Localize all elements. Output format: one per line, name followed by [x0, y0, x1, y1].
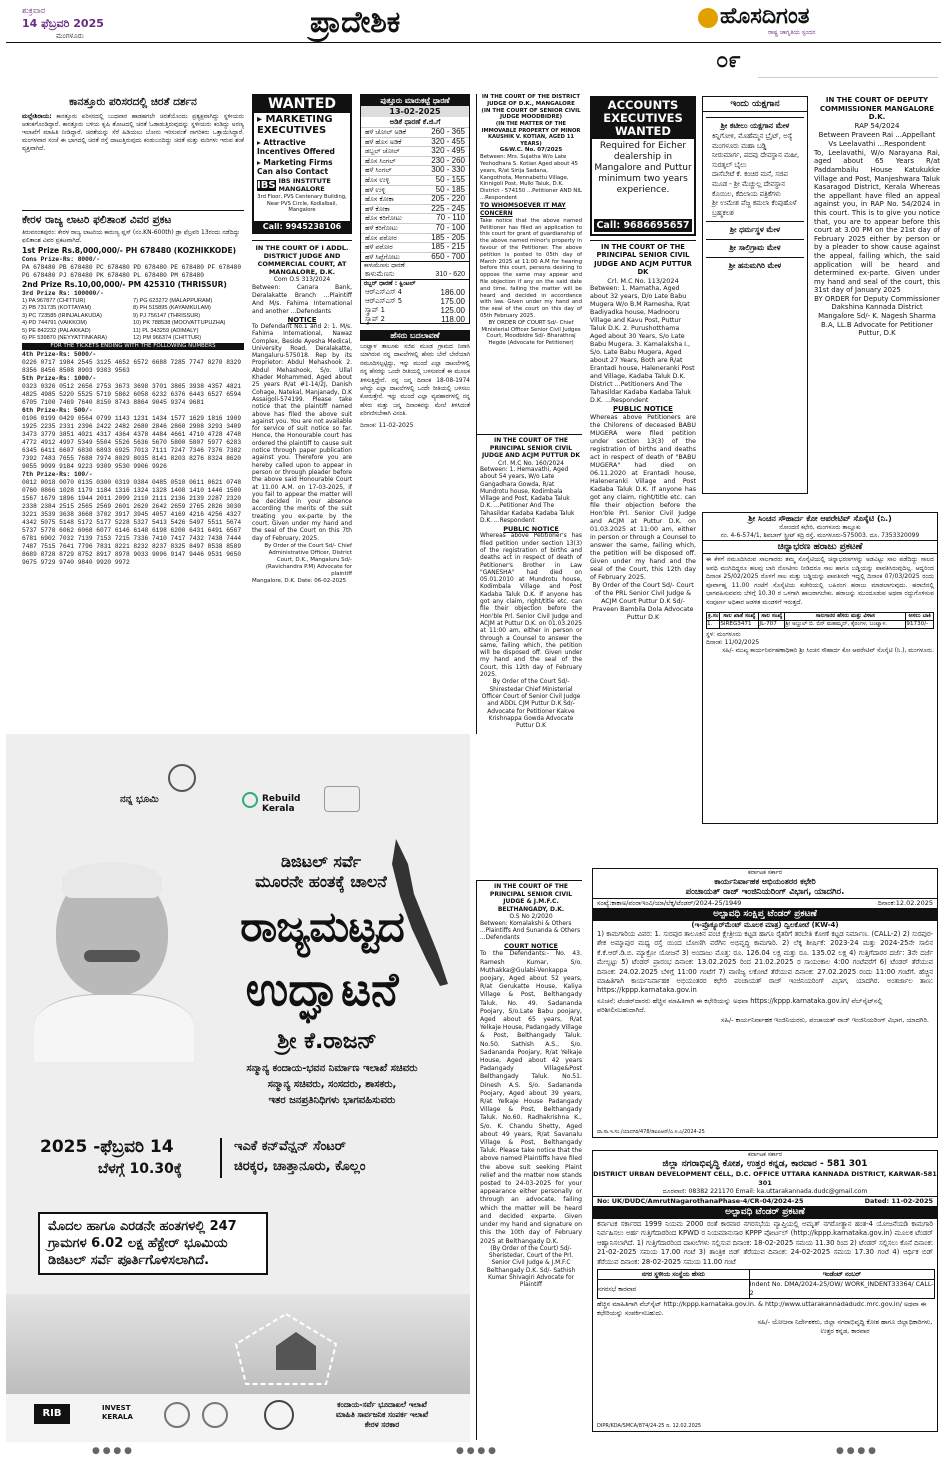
- tender-subheading: (ಇ-ಪ್ರೊಕ್ಯೂರ್‌ಮೆಂಟ್ ಮೂಲಕ ಮಾತ್ರ) ದ್ವಿಲಕೋಟೆ (KW-4): [691, 921, 839, 929]
- list-item: ಶ್ರೀ ಹನುಮಗಿರಿ ಮೇಳ: [706, 257, 804, 272]
- partner-seal-icon: [202, 1402, 228, 1428]
- print-register-marks: ● ● ● ●: [836, 1446, 876, 1456]
- rate-value: 185 - 215: [431, 242, 465, 252]
- list-item: 9) PJ 756147 (THRISSUR): [133, 312, 201, 319]
- notice-parties: Between: 1. Hemavathi, Aged about 54 years, W/o Late Gangadhara Gowda, R/at Mundrotu house, Kodimbala Village and Post, Kadaba Taluk D.K. ...Petitioner And The Tahasildar Kadaba Kadaba Taluk D.K. ...Respondent: [480, 467, 575, 525]
- rubber-heading: ರಬ್ಬರ್ ಧಾರಣೆ : ಕ್ವಿಂಟಲ್: [361, 279, 469, 288]
- event-time: ಬೆಳಗ್ಗೆ 10.30ಕ್ಕೆ: [98, 1161, 183, 1177]
- lottery-p7: 0012 0018 0070 0135 0300 0319 0384 0485 0510 0611 0621 0748 0760 0866 1028 1179 1184 1316 1324 1328 1408 1410 1446 1500 1567 1679 1896 1944 2011 2099 2110 2111 2136 2139 2287 2320 2338 2384 2515 2565 2569 2601 2620 2642 2659 2765 2826 3030 3221 3539 3638 3668 3702 3917 3945 4057 4169 4216 4256 4327 4342 5075 5148 5172 5177 5228 5327 5413 5426 5497 5511 5674 5737 5778 6062 6068 6077 6146 6148 6198 6200 6431 6491 6567 6781 6902 7032 7139 7153 7215 7336 7410 7417 7432 7438 7444 7487 7515 7641 7796 7831 8221 8232 8237 8325 8497 8538 8589 8689 8728 8729 8752 8917 8978 9033 9096 9147 9446 9531 9650 9675 9729 9740 9840 9920 9972: [22, 479, 242, 567]
- lottery-p5-title: 5th Prize-Rs: 1000/-: [22, 375, 97, 383]
- rate-value: 185 - 205: [431, 232, 465, 242]
- notice-puttur-mamatha: [590, 240, 696, 880]
- guests-line-2: ಇತರ ಜನಪ್ರತಿನಿಧಿಗಳು ಭಾಗವಹಿಸುವರು: [268, 1095, 396, 1106]
- auction-heading: ಚಿನ್ನಾಭರಣ ಹರಾಜು ಪ್ರಕಟಣೆ: [703, 540, 937, 554]
- tender-sign: ಸಹಿ/- ಯೋಜನಾ ನಿರ್ದೇಶಕರು, ಜಿಲ್ಲಾ ನಗರಾಭಿವೃದ್ಧಿ ಕೋಶ ಹಾಗೂ ಜಿಲ್ಲಾಧಿಕಾರಿಗಳು, ಉತ್ತರ ಕನ್ನಡ, ಕಾರವಾರ: [757, 1318, 933, 1336]
- rate-label: ಸ್ಕ್ರಾಪ್ 1: [365, 306, 385, 315]
- list-item: ಕಿನ್ನಿಗೋಳಿ, ಮೊಹೆಮ್ಮನ ಬ್ರೈಟ್, ಅಸ್ಯೆ ಮಂಗಳೂರು ಮಹಾ ಬಡ್ಡಿ: [712, 132, 793, 150]
- rate-label: ಹಳೆ ಹೊಸ ಅಡಿಕೆ: [365, 137, 402, 146]
- notice-case: Com O.S 313/2024: [273, 276, 331, 283]
- table-row: [361, 165, 469, 175]
- notice-body: To the Defendants:- No. 43. Ramesh Kumar, S/o. Muthakka@Gulabi-Venkappa poojary, Aged about 52 years, R/at Gerukatte House, Kaliya Village & Post, Belthangady Taluk. No. 49. Sadananda Poojary, S/o.Late Babu poojary, Aged about 65 years, R/at Yelkaje House, Padangady Village & Post, Belthangady Taluk. No.50. Sathish A.S., S/o. Sadananda Poojary, R/at Yelkaje House, Aged about 42 years Padangady Village&Post Belthangady Taluk. No.51. Dinesh A.S. S/o. Sadananda Poojary, Aged about 39 years, R/at Yelkaje House Padangady Village & Post, Belthangady Taluk. No.60. Radhakrishna K., S/o. K. Chandu Shetty, Aged about 49 years, R/at Savanalu Village & Post, Belthangady Taluk. Please take notice that the above named Plaintiffs have filed the above suit seeking Plaint relief and the matter now stands posted to 24-03-2025 for your appearance either personally or through an advocate, failing which the matter will be heard and decided exparte. Given under my hand and signature on this the 10th day of February 2025 at Belthangady D.K.: [480, 950, 582, 1245]
- table-row: [361, 175, 469, 185]
- lottery-p6: 0106 0199 0429 0564 0799 1143 1231 1434 1577 1629 1816 1909 1925 2235 2331 2396 2422 2482 2680 2846 2860 2908 3293 3409 3473 3779 3851 4021 4317 4364 4378 4484 4661 4710 4728 4748 4772 4912 4997 5349 5504 5526 5636 5670 5800 5807 5977 6283 6345 6411 6607 6830 6893 6925 7013 7111 7247 7346 7376 7382 7392 7483 7655 7688 7974 8029 8035 8141 8203 8276 8324 8620 9055 9099 9184 9223 9309 9530 9906 9926: [22, 415, 242, 471]
- header-date: 14 ಫೆಬ್ರವರಿ 2025: [22, 17, 104, 30]
- ad-heading: ACCOUNTS EXECUTIVES WANTED: [592, 98, 694, 139]
- lottery-intro: ತಿರುವನಂತಪುರಂ: ಕೇರಳ ರಾಜ್ಯ ಲಾಟರಿಯ ಕಾರುಣ್ಯ ಪ್ಲಸ್ (ನಂ.KN-600th) ಡ್ರಾ ಫೆಬ್ರವರಿ 13ರಂದು ನಡೆದಿದ್ದು ಫಲಿತಾಂಶ ವಿವರ ಪ್ರಕಟವಾಗಿದೆ.: [22, 229, 240, 244]
- tender-heading: ಅಲ್ಪಾವಧಿ ಸಂಕ್ಷಿಪ್ತ ಟೆಂಡರ್ ಪ್ರಕಟಣೆ: [593, 908, 937, 921]
- notice-parties: Between: Canara Bank, Deralakatte Branch ...Plaintiff And M/s. Fahima International and another ...Defendants: [252, 284, 352, 315]
- ad-address: 3rd Floor, PVS Centenary Building, Near PVS Circle, Kodialbail, Mangalore: [257, 194, 347, 213]
- auction-body: ಈ ಕೆಳಗೆ ನಮೂದಿಸಿರುವ ಸಾಲಗಾರರು ತಮ್ಮ ಸೊಸೈಟಿಯಲ್ಲಿ ಚಿನ್ನಾಭರಣಗಳನ್ನು ಅಡವಿಟ್ಟು ಸಾಲ ಪಡೆದಿದ್ದು ಸಾಲದ ಅವಧಿ ಮುಗಿದಿದ್ದರೂ ಹಲವು ಬಾರಿ ನೋಟೀಸು ನೀಡಿದರೂ ಸಾಲ ಹಾಗೂ ಬಡ್ಡಿಯನ್ನು ಪಾವತಿಸಿರುವುದಿಲ್ಲ. ಆದ್ದರಿಂದ ದಿನಾಂಕ 25/02/2025 ರೊಳಗೆ ಸಾಲ ಮತ್ತು ಬಡ್ಡಿಯನ್ನು ಪಾವತಿಸದೇ ಇದ್ದಲ್ಲಿ ದಿನಾಂಕ 07/03/2025 ರಂದು ಪೂರ್ವಾಹ್ನ 11.00 ಗಂಟೆಗೆ ಸೊಸೈಟಿಯ ಕಚೇರಿಯಲ್ಲಿ ಬಹಿರಂಗ ಹರಾಜು ಮಾಡಲಾಗುವುದು. ಹರಾಜಿನಲ್ಲಿ ಭಾಗವಹಿಸುವವರು ಬೆಳಿಗ್ಗೆ 10.30 ರ ಒಳಗಾಗಿ ಹಾಜರಾಗಬೇಕು. ಹರಾಜನ್ನು ಮುಂದೂಡುವ ಅಥವಾ ರದ್ದುಗೊಳಿಸುವ ಸಂಪೂರ್ಣ ಅಧಿಕಾರ ಆಡಳಿತ ಮಂಡಳಿಗೆ ಇರುತ್ತದೆ.: [706, 556, 934, 606]
- table-row: [361, 242, 469, 252]
- lottery-cons-title: Cons Prize-Rs: 8000/-: [22, 256, 100, 263]
- tender-body: ಕರ್ನಾಟಕ ಸರ್ಕಾರದ 1999 ನಿಯಮ 2000 ರಂತೆ ಕಾರವಾರ ನಗರಸಭೆಯ ವ್ಯಾಪ್ತಿಯಲ್ಲಿ ಅಮೃತ್ ನಗರೋತ್ಥಾನ ಹಂತ-4 ಯೋಜನೆಯಡಿ ಕಾಮಗಾರಿ ನಿರ್ವಹಿಸಲು ಅರ್ಹ ಗುತ್ತಿಗೆದಾರರಿಂದ KPWD ರ ನಿಯಮಾನುಸಾರ KPPP ಪೋರ್ಟಲ್ (http://kppp.karnataka.gov.in) ಮೂಲಕ ಟೆಂಡರ್ ಆಹ್ವಾನಿಸಲಾಗಿದೆ. 1) ಗುತ್ತಿಗೆದಾರರಿಂದ ದಾಖಲೆಗಳು ಸಲ್ಲಿಸುವ ದಿನಾಂಕ: 18-02-2025 ಸಮಯ 11.30 ರಿಂದ 2) ಟೆಂಡರ್ ಸಲ್ಲಿಸಲು ಕೊನೆ ದಿನಾಂಕ: 21-02-2025 ಸಮಯ 17.00 ಗಂಟೆ 3) ತಾಂತ್ರಿಕ ಬಿಡ್ ತೆರೆಯುವ ದಿನಾಂಕ: 24-02-2025 ಸಮಯ 17.30 ಗಂಟೆ 4) ಆರ್ಥಿಕ ಬಿಡ್ ತೆರೆಯುವ ದಿನಾಂಕ: 28-02-2025 ಸಮಯ 11.00 ಗಂಟೆ: [597, 1220, 933, 1266]
- portrait-shirt: [34, 994, 194, 1062]
- lottery-first: 1st Prize Rs.8,000,000/- PH 678480 (KOZHIKKODE): [22, 246, 237, 255]
- header-city: ಮಂಗಳೂರು: [56, 32, 84, 40]
- notice-court: IN THE COURT OF THE DISTRICT JUDGE OF D.K., MANGALORE: [481, 94, 581, 107]
- ibs-name: IBS INSTITUTE MANGALORE: [278, 177, 331, 193]
- lottery-p4: 0226 0717 1984 2545 3125 4652 6572 6688 7285 7747 8270 8329 8356 8456 8508 8903 9303 9563: [22, 359, 242, 375]
- section-title: ಪ್ರಾದೇಶಿಕ: [310, 5, 401, 40]
- notice-court: IN THE COURT OF DEPUTY COMMISSIONER MANGALORE D.K.: [819, 96, 935, 122]
- list-item: 10) PK 788538 (MOOVATTUPUZHA): [133, 320, 226, 327]
- rate-value: 186.00: [440, 288, 465, 298]
- notice-body: To, Leelavathi, W/o Narayana Rai, aged about 65 Years R/at Paddambailu House Katukukke Village and Post, Manjeshwara Taluk Kasaragod District, Kerala Whereas the appellant have filed an appeal against you, in RAP No. 54/2024 in this court. This is to give you notice that, you are to appear before this court at 3.00 PM on the 21st day of February 2025 either by person or by a pleader to show cause against the appeal, failing which, the said application will be heard and determined ex-parte. Given under my hand and seal of the court, this 31st day of January 2025: [814, 148, 940, 295]
- name-change-notice: [360, 330, 470, 720]
- news-body: ಕಾನತ್ತೂರು ಪರಿಸರದಲ್ಲಿ ಬುಧವಾರ ಹಾಡಹಗಲೇ ಚಿರತೆಯೊಂದು ಪ್ರತ್ಯಕ್ಷವಾಗಿದ್ದು ಸ್ಥಳೀಯರು ಆತಂಕಗೊಂಡಿದ್ದಾರೆ. ಕಾನತ್ತೂರು ಬಳಿಯ ಕೃಷಿ ತೋಟದಲ್ಲಿ ಚಿರತೆ ಓಡಾಡುತ್ತಿರುವುದನ್ನು ಸ್ಥಳೀಯರು ಕಂಡಿದ್ದು ಅರಣ್ಯ ಇಲಾಖೆಗೆ ಮಾಹಿತಿ ನೀಡಿದ್ದಾರೆ. ಚಿರತೆಯನ್ನು ಸೆರೆ ಹಿಡಿಯಲು ಬೋನು ಇರಿಸುವಂತೆ ನಾಗರಿಕರು ಒತ್ತಾಯಿಸಿದ್ದಾರೆ. ಮಂಗಳವಾರ ಸಂಜೆ ಈ ಭಾಗದಲ್ಲಿ ಚಿರತೆ ರಸ್ತೆ ದಾಟುತ್ತಿರುವುದು ಕಂಡುಬಂದಿದ್ದು ಚಿರತೆ ಮತ್ತು ಮರಿಗಳು ಇರುವ ಶಂಕೆ ವ್ಯಕ್ತವಾಗಿದೆ.: [22, 113, 244, 152]
- rate-value: 50 - 185: [435, 184, 465, 194]
- notice-belthangady: [476, 880, 582, 1440]
- notice-body: Whereas above Petitioners are the Chilorens of deceased BABU MUGERA were filed petition under section 13(3) of the registration of births and deaths act in respect of death of "BABU MUGERA" had died on 06.11.2020 at Erantadi house, Haleneranki Village and Post Kadaba Taluk D.K. If anyone has got any claim, right/title etc. can file their objection before the Hon'ble Prl. Senior Civil Judge and ACJM at Puttur D.K. on 01.03.2025 at 11:00 am, either in person or through a Counsel to answer the same, failing which, the petition will be disposed off. Given under my hand and the seal of the Court, this 12th day of February 2025.: [590, 413, 696, 581]
- table-row: [361, 146, 469, 156]
- list-item: 7) PG 623272 (MALAPPURAM): [133, 298, 213, 304]
- list-item: ದಾಸೆಬೇಟೆ ಕೆ. ಕಂಚಿರ ಮನೆ, ಸಜಿಪ ಮೂಡ - ಶ್ರೀ ಮೆಚ್ಚುಲ್ಲ ದೇವಸ್ಥಾನ: [712, 170, 788, 188]
- lottery-second: 2nd Prize Rs.10,00,000/- PM 425310 (THRISSUR): [22, 280, 227, 289]
- logo-rebuild-kerala: Rebuild Kerala: [262, 794, 301, 814]
- society-address: ನಂ. 4-6-574/1, ಶಿವಬಾಗ್ ಸ್ಟ್ರೀಟ್ ಕದ್ರಿ ರಸ್ತೆ, ಮಂಗಳೂರು-575003. ದೂ. 7353320099: [720, 532, 920, 539]
- auction-sign: ಸಹಿ/- ಮುಖ್ಯ ಕಾರ್ಯನಿರ್ವಹಣಾಧಿಕಾರಿ ಶ್ರೀ ಸಿಂಚನ ಸೌಹಾರ್ದ ಕೋ ಆಪರೇಟಿವ್ ಸೊಸೈಟಿ (ನಿ.), ಮಂಗಳೂರು.: [722, 646, 934, 654]
- list-item: 4) PD 744791 (VAIKKOM): [22, 320, 87, 327]
- notice-body: To Defendant No.1 and 2: 1. M/s. Fahima International, Nawaz Complex, Beside Ayesha Medical, University Road, Deralakatte, Mangaluru-575018. Rep by its Proprietor: Abdul Mehashook 2. Abdul Mehashook, S/o. Ullal Khader Mohammed, Aged about 25 years R/at #1-14/2J, Danish Cohage, Natekal, Manjanady, D.K Assaigoli-574199. Please take notice that the plaintiff named above has filed the above suit against you. You are not available for service of suit notice so far. Hence, the Honourable court has ordered the plaintiff to cause suit notice through paper publication against you. Therefore you are hereby called upon to appear in person or through pleader before the above said Honourable Court at 11.00 A.M. on 17-03-2025, if you fail to appear the matter will be decided in your absence according the merits of the suit treating you ex-parte by the court. Given under my hand and the seal of the Court on this 7th day of February, 2025.: [252, 324, 352, 542]
- table-row: ನಗರಸಭೆ ಕಾರವಾರ Indent No. DMA/2024-25/OW/ WORK_INDENT33364/ CALL-2: [598, 1281, 934, 1298]
- portrait-mustache: [84, 950, 140, 962]
- cocoa-heading: ಕಾಳುಮೆಣಸು ಧಾರಣೆ: [361, 261, 469, 270]
- table-row: [361, 204, 469, 214]
- tender-date: ದಿನಾಂಕ:12.02.2025: [877, 899, 933, 907]
- notice-case: O.S No 2/2020: [509, 913, 553, 920]
- rate-label: ಹಳೆ ಚೋಲ್ ಅಡಿಕೆ: [365, 128, 407, 136]
- rates-heading: ಪುತ್ತೂರು ಮಾರುಕಟ್ಟೆ ಧಾರಣೆ: [361, 95, 469, 106]
- notice-case: G&W.C. No. 07/2025: [499, 147, 563, 154]
- list-item: 3) PC 723585 (IRINJALAKUDA): [22, 312, 102, 319]
- rate-value: 260 - 365: [431, 127, 465, 136]
- event-location: ಚಿರಕ್ಕರ, ಚಾತ್ತಾನೂರು, ಕೊಲ್ಲಂ: [234, 1159, 366, 1174]
- rate-label: ಹೊಸ ಕೋಕಾ: [365, 195, 394, 204]
- house-survey-icon: [226, 1294, 366, 1394]
- rates-date: 13-02-2025: [361, 106, 469, 117]
- lottery-third-title: 3rd Prize Rs: 100000/-: [22, 290, 104, 297]
- tender-ref: ಸಂಖ್ಯೆ:ಕಾಕಾಅ/ಪಂರಾಇಂವಿ/ಯಾ/ಲೆಕ್ಕ/ಟೆಂಡರ್/2024-25/1949: [597, 899, 742, 907]
- list-item: ಶ್ರೀ ಉಮೇಶ ಪೆಜ್ಜ ಕಮಲಾ ಕೆಂಪುಹೊಳೆ ಬ್ರಹ್ಮಕಲಶ: [712, 199, 797, 217]
- society-office: ನೋಂದಣಿ ಕಛೇರಿ, ಮಂಗಳೂರು ತಾಲ್ಲೂಕು: [779, 524, 861, 531]
- rate-value: 118.00: [441, 315, 465, 325]
- tender-contact: ದೂರವಾಣಿ: 08382 221170 Email: ka.uttarakannada.dudc@gmail.com: [662, 1188, 868, 1195]
- lottery-p5: 0323 0326 0512 2656 2753 3673 3698 3701 3865 3938 4357 4821 4825 4985 5220 5525 5719 5862 6058 6232 6376 6443 6527 6594 6705 7100 7469 7640 8150 8743 8864 9045 9374 9681: [22, 383, 242, 407]
- auction-date: ದಿನಾಂಕ: 11/02/2025: [706, 638, 760, 646]
- rate-label: ಆರ್‌ಎಸ್‌ಎಸ್ 5: [365, 297, 403, 306]
- ad-headline-1: ಡಿಜಿಟಲ್ ಸರ್ವೆ: [280, 852, 362, 871]
- tender-footer: ವಾ.ಸಾ.ಇ.ಸಂ./ಯಾದಗಿರಿ/478/ಡಿಐಪಿಆರ್/ಎ.ಸಿ.ಎ/2024-25: [597, 1129, 705, 1135]
- list-item: 2) PB 731735 (KOTTAYAM): [22, 305, 92, 312]
- ad-phone: Call: 9686695657: [594, 219, 692, 232]
- rate-value: 70 - 100: [435, 222, 465, 232]
- list-item: ಶ್ರೀ ಧರ್ಮಸ್ಥಳ ಮೇಳ: [706, 221, 804, 236]
- rate-label: ಹೊಸ ಕರಿಗೋಟು: [365, 214, 402, 223]
- notice-subtitle: COURT NOTICE: [503, 942, 558, 951]
- rate-label: ಹಳೆ ಪಠೋರ: [365, 243, 393, 252]
- notice-parties: Between Praveen Rai ...Appellant Vs Leelavathi ...Respondent: [818, 130, 936, 148]
- page-number: ೦೯: [716, 48, 741, 73]
- rate-label: ಹೊಸ ಉಳ್ಳಿ: [365, 175, 390, 184]
- sun-logo-icon: [698, 8, 718, 28]
- print-register-marks: ● ● ● ●: [456, 1446, 496, 1456]
- partner-seal-icon: [164, 1402, 190, 1428]
- table-row: 1. SIREG3471 JL-707 ಶ್ರೀ ಅಬ್ದುಲ್ ಬಿ. ಬಿನ್ ಮಹಮ್ಮದ್, ಕೈರಂಗಳ, ಬಂಟ್ವಾಳ. 91730/-: [707, 620, 934, 628]
- ad-body: Required for Eicher dealership in Mangalore and Puttur minimum two years experience.: [594, 141, 692, 195]
- table-row: [361, 194, 469, 204]
- achievement-box: ಮೊದಲ ಹಾಗೂ ಎರಡನೇ ಹಂತಗಳಲ್ಲಿ 247 ಗ್ರಾಮಗಳ 6.02 ಲಕ್ಷ ಹೆಕ್ಟೇರ್ ಭೂಮಿಯ ಡಿಜಿಟಲ್ ಸರ್ವೆ ಪೂರ್ತಿಗೊಳಿಸಲಾಗಿದೆ.: [38, 1212, 268, 1275]
- notice-court: IN THE COURT OF THE PRINCIPAL SENIOR CIVIL JUDGE & J.M.F.C. BELTHANGADY, D.K.: [489, 883, 573, 913]
- masthead: [698, 4, 928, 38]
- list-item: 1) PA 967877 (CHITTUR): [22, 298, 86, 304]
- tender-ref-row: [593, 1196, 937, 1206]
- ad-headline-2: ಮೂರನೇ ಹಂತಕ್ಕೆ ಚಾಲನೆ: [255, 872, 387, 891]
- ad-govt: ಕೇರಳ ಸರಕಾರ: [364, 1420, 400, 1429]
- rate-value: 50 - 155: [435, 174, 465, 184]
- masthead-tagline: ರಾಷ್ಟ್ರ ಜಾಗೃತಿಯ ಸ್ಪಂದನ: [768, 29, 816, 36]
- rates-subtitle: ಅಡಿಕೆ ಧಾರಣೆ ಕೆ.ಜಿ.ಗೆ: [389, 118, 441, 126]
- tender-gov: ಕರ್ನಾಟಕ ಸರ್ಕಾರ: [747, 1151, 783, 1158]
- kerala-govt-emblem-icon: [264, 1400, 294, 1430]
- notice-sign: BY ORDER OF COURT Sd/- Chief Ministerial Officer Senior Civil Judges Court, Moodbidre Sd/- Bharathraj Hegde (Advocate for Petitioner): [481, 319, 581, 347]
- rate-label: ಹಳೆ ಕರಿಗೋಟು: [365, 223, 398, 232]
- minister-role: ಸನ್ಮಾನ್ಯ ಕಂದಾಯ-ಭವನ ನಿರ್ಮಾಣ ಇಲಾಖೆ ಸಚಿವರು: [246, 1063, 418, 1074]
- list-item: 6) PF 539870 (NEYYATTINKARA): [22, 335, 107, 342]
- lottery-headline: ಕೇರಳ ರಾಜ್ಯ ಲಾಟರಿ ಫಲಿತಾಂಶ ವಿವರ ಪ್ರಕಟ: [22, 214, 172, 226]
- page-number-rule: [758, 50, 938, 78]
- tender-note: ಸೂಚನೆ: ಟೆಂಡರ್‌ದಾರರು ಹೆಚ್ಚಿನ ಮಾಹಿತಿಗಾಗಿ ಈ ಕಛೇರಿಯನ್ನು ಅಥವಾ https://kppp.karnataka.gov.in/ ವೆಬ್‌ಸೈಟ್‌ನಲ್ಲಿ ಪರಿಶೀಲಿಸಬಹುದಾಗಿದೆ.: [597, 996, 883, 1014]
- rate-label: ಹೊಸ ಸಿಂಗಲ್: [365, 156, 396, 165]
- notice-subtitle: TO WHOMSOEVER IT MAY CONCERN: [480, 201, 566, 217]
- lottery-cons: PA 678480 PB 678480 PC 678480 PD 678480 PE 678480 PF 678480 PG 678480 PJ 678480 PK 678480 PL 678480 PM 678480: [22, 264, 242, 279]
- portrait-hair: [62, 862, 162, 898]
- table-row: [361, 233, 469, 243]
- notice-footer: Mangalore, D.K. Date: 06-02-2025: [252, 577, 347, 584]
- lottery-results: [22, 214, 244, 724]
- lottery-p6-title: 6th Prize-Rs: 500/-: [22, 407, 93, 415]
- lottery-note: FOR THE TICKETS ENDING WITH THE FOLLOWING NUMBERS: [22, 343, 244, 350]
- notice-case: Crl. M.C No. 113/2024: [607, 276, 679, 285]
- yakshagana-listing: [702, 96, 808, 494]
- tender-department: ಪಂಚಾಯತ್ ರಾಜ್ ಇಂಜಿನಿಯರಿಂಗ್ ವಿಭಾಗ, ಯಾದಗಿರ.: [685, 887, 845, 897]
- kerala-digital-survey-ad: [6, 734, 470, 1442]
- ibs-logo-row: [254, 177, 350, 194]
- market-rates: [360, 94, 470, 324]
- tender-ref-row: [593, 898, 937, 908]
- rate-value: 175.00: [440, 297, 465, 307]
- minister-portrait: [28, 854, 198, 1062]
- ad-wanted-marketing: [252, 94, 352, 234]
- notice-court: IN THE COURT OF THE PRINCIPAL SENIOR CIVIL JUDGE AND ACJM PUTTUR DK: [481, 437, 581, 459]
- rate-label: ಹಳೆ ಸಿಪ್ಪೆಗೋಟು: [365, 252, 400, 261]
- ad-item: ▸ Attractive Incentives Offered: [257, 138, 335, 156]
- gold-auction-notice: [702, 512, 938, 824]
- rate-value: 230 - 260: [431, 155, 465, 165]
- list-item: 5) PE 842232 (PALAKKAD): [22, 327, 91, 334]
- notice-body: Take notice that the above named Petitioner has filed an application to this court for grant of guardianship of the above named minor's property in favour of the Petitioner. The above petition is posted to 05th day of March 2025 at 11:00 A.M for hearing before this court, persons desiring to oppose the same may appear and file objection if any on the said date and time, failing the matter will be heard and decided in accordance with law. Given under my hand and the seal of the court on this day of 05th February 2025.: [480, 217, 582, 319]
- lottery-p7-title: 7th Prize-Rs: 100/-: [22, 471, 93, 479]
- table-row: [361, 306, 469, 315]
- table-row: [361, 156, 469, 166]
- notice-case: RAP 54/2024: [854, 121, 900, 130]
- news-leopard: [22, 96, 244, 226]
- ad-item: ▸ MARKETING EXECUTIVES: [257, 114, 333, 136]
- divider: [220, 1138, 222, 1178]
- notice-court: IN THE COURT OF I ADDL. DISTRICT JUDGE AND COMMERCIAL COURT, AT MANGALORE, D.K.: [255, 244, 349, 276]
- rate-value: 300 - 330: [431, 165, 465, 175]
- rib-logo: RIB: [34, 1404, 70, 1424]
- notice-deputy-commissioner: [814, 96, 940, 496]
- tender-website: ಹೆಚ್ಚಿನ ಮಾಹಿತಿಗಾಗಿ ವೆಬ್‌ಸೈಟ್ http://kppp.karnataka.gov.in. & http://www.uttarakannadadudc.mrc.gov.in/ ಅಥವಾ ಈ ಕಛೇರಿಯನ್ನು ಸಂಪರ್ಕಿಸಬಹುದು.: [597, 1300, 927, 1318]
- auction-table: [706, 612, 934, 629]
- ad-accounts-wanted: [590, 96, 696, 236]
- name-change-title: ಹೆಸರು ಬದಲಾವಣೆ: [360, 330, 470, 341]
- header-day: ಶುಕ್ರವಾರ: [22, 6, 46, 15]
- tender-sign: ಸಹಿ/- ಕಾರ್ಯನಿರ್ವಾಹಕ ಇಂಜಿನಿಯರರು, ಪಂಚಾಯತ್ ರಾಜ್ ಇಂಜಿನಿಯರಿಂಗ್ ವಿಭಾಗ, ಯಾದಗಿರಿ.: [721, 1015, 929, 1024]
- ad-dept-2: ಮಾಹಿತಿ ಸಾರ್ವಜನಿಕ ಸಂಪರ್ಕ ಇಲಾಖೆ: [335, 1410, 429, 1419]
- rate-value: 205 - 220: [431, 194, 465, 204]
- notice-sign: By Order of the Court Sd/- Shirestedar Chief Ministerial Officer Court of Senior Civil Judge and ADDL CJM Puttur D.K Sd/- Advocate for Petitioner Kakve Krishnappa Gowda Advocate Puttur D.K: [481, 679, 581, 730]
- notice-court: IN THE COURT OF THE PRINCIPAL SENIOR CIVIL JUDGE AND ACJM PUTTUR DK: [594, 243, 692, 277]
- table-row: [361, 213, 469, 223]
- notice-sign: BY ORDER for Deputy Commissioner Dakshina Kannada District Mangalore Sd/- K. Nagesh Sharma B.A, LL.B Advocate for Petitioner Puttur, D.K: [814, 294, 940, 338]
- news-headline: ಕಾನತ್ತೂರು ಪರಿಸರದಲ್ಲಿ ಚಿರತೆ ದರ್ಶನ: [69, 96, 197, 108]
- table-row: [361, 252, 469, 262]
- notice-canara: [252, 240, 352, 720]
- news-dateline: ಮಲ್ಲೇಶಿರಾಯ:: [22, 113, 52, 120]
- rebuild-kerala-icon: [242, 792, 258, 808]
- tender-footer: DIPR/KDA/SMCA/874/24-25 ದಿ. 12.02.2025: [597, 1423, 702, 1429]
- list-item: ನೀರುಮಾರ್ಗ, ಪದವು ದೇವಸ್ಥಾನ ಮಹೀ, ಸುರತ್ಕಲ್ ಬೈಲು: [712, 151, 800, 169]
- table-row: [361, 297, 469, 306]
- list-item: ಕೊಯಿಲ, ಕೆದಿಲಾಯ ಪತ್ರಿಕೆಗಳು: [712, 189, 781, 198]
- list-item: 12) PM 966374 (CHITTUR): [133, 335, 202, 342]
- ad-item: ▸ Marketing Firms Can also Contact: [257, 158, 333, 176]
- yakshagana-title: ಇಂದು ಯಕ್ಷಗಾನ: [703, 97, 807, 112]
- survey-emblem-icon: [168, 764, 196, 792]
- rate-label: ಸ್ಕ್ರಾಪ್ 2: [365, 315, 385, 324]
- rate-label: ಹೊಸ ಪಠೋರ: [365, 233, 397, 242]
- table-row: [361, 315, 469, 324]
- society-name: ಶ್ರೀ ಸಿಂಚನ ಸೌಹಾರ್ದ ಕೋ ಆಪರೇಟಿವ್ ಸೊಸೈಟಿ (ನಿ.): [748, 514, 892, 523]
- ibs-logo: IBS: [257, 180, 276, 191]
- rate-value: 320 - 495: [431, 146, 465, 156]
- ad-big-title-2: ಉದ್ಘಾಟನೆ: [245, 962, 399, 1016]
- tender-heading: ಅಲ್ಪಾವಧಿ ಟೆಂಡರ್ ಪ್ರಕಟಣೆ: [593, 1206, 937, 1219]
- table-row: [361, 185, 469, 195]
- rate-value: 125.00: [440, 306, 465, 316]
- tender-date: Dated: 11-02-2025: [864, 1197, 933, 1205]
- rate-value: 225 - 245: [431, 203, 465, 213]
- notice-case: Crl. M.C No. 160/2024: [498, 459, 564, 467]
- table-row: [361, 288, 469, 297]
- notice-parties: Between: 1. Mamatha, Aged about 32 years, D/o Late Babu Mugera W/o B.M Ramesha, R/at Badiyadka house, Madnooru Village and Kavu Post, Puttur Taluk D.K. 2. Purushotthama Aged about 30 Years, S/o Late Babu Mugera. 3. Kamalaksha I., S/o. Late Babu Mugera, Aged about 27 Years, Both are R/at Erantadi house, Haleneranki Post and Village, Kadaba Taluk D.K. District ...Petitioners And The Tahasildar Kadaba Kadaba Taluk D.K. ...Respondent: [590, 284, 695, 404]
- tender-office-en: DISTRICT URBAN DEVELOPMENT CELL, D.C. OFFICE UTTARA KANNADA DISTRICT, KARWAR-581 301: [593, 1170, 937, 1187]
- notice-parties: Between: Mrs. Sujatha W/o Late Yeshodhara S. Kotian Aged about 45 years, R/at Sirija Sadana, Kangothota, Mennabettu Village, Kinnigoli Post, Mulki Taluk, D.K. District - 574150 ...Petitioner AND NIL ...Respondent: [480, 154, 582, 201]
- notice-subtitle: NOTICE: [287, 316, 317, 324]
- list-item: 11) PL 343259 (ADIMALY): [133, 327, 199, 334]
- auction-place: ಸ್ಥಳ: ಮಂಗಳೂರು: [706, 630, 741, 638]
- invest-kerala-logo: INVEST KERALA: [102, 1404, 133, 1421]
- event-date: 2025 -ಫೆಬ್ರವರಿ 14: [40, 1137, 174, 1157]
- tender-notice-karwar: [592, 1150, 938, 1432]
- notice-court-sub: (IN THE COURT OF SENIOR CIVIL JUDGE MOODBIDRE): [481, 107, 581, 121]
- event-venue: ಇಎಕೆ ಕನ್‌ವೆನ್ಷನ್ ಸೆಂಟರ್: [234, 1139, 346, 1154]
- table-row: [361, 137, 469, 147]
- ad-phone: Call: 9945238106: [254, 221, 350, 232]
- table-header-row: ಕ್ರ.ಸಂ ಸಾಲ ಖಾತೆ ಸಂಖ್ಯೆ ಸಾಲ ಸಂಖ್ಯೆ ಸಾಲಗಾರರ ಹೆಸರು ಮತ್ತು ವಿಳಾಸ ಅಸಲು ಬಾಕಿ: [707, 612, 934, 620]
- notice-body: Whereas above Petitioner's has filed petition under section 13(3) of the registration of births and deaths act in respect of death of Petitioner's Brother in Law "GANESHA" had died on 05.01.2010 at Mundrotu house, Kodimbala Village and Post Kadaba Taluk D.K. If anyone has got any claim, right/title etc. can file their objection before the Hon'ble Prl. Senior Civil Judge and ACJM at Puttur D.K. on 01.03.2025 at 11:00 am, either in person or through a Counsel to answer the same, failing which, the petition will be disposed off. Given under my hand and the seal of the Court, this 12th day of February 2025.: [480, 533, 582, 679]
- lottery-third-grid: [22, 298, 244, 342]
- divider: [22, 210, 244, 211]
- notice-sign: By Order of the Court Sd/- Chief Administrative Officer, District Court, D.K., Mangaluru Sd/- (Ravichandra P.M) Advocate for plaintiff: [264, 542, 352, 577]
- tender-office: ಕಾರ್ಯನಿರ್ವಾಹಕ ಅಭಿಯಂತರರ ಕಛೇರಿ: [714, 877, 816, 886]
- notice-puttur-hemavathi: [476, 434, 582, 730]
- masthead-logo: ಹೊಸದಿಗಂತ: [720, 4, 810, 29]
- lottery-p4-title: 4th Prize-Rs: 5000/-: [22, 351, 97, 359]
- list-item: ಶ್ರೀ ಸಾಲಿಗ್ರಾಮ ಮೇಳ: [706, 239, 804, 254]
- rate-value: 650 - 700: [431, 251, 465, 261]
- notice-subtitle: PUBLIC NOTICE: [503, 525, 559, 534]
- guests-line-1: ಸನ್ಮಾನ್ಯ ಸಚಿವರು, ಸಂಸದರು, ಶಾಸಕರು,: [267, 1079, 397, 1090]
- name-change-body: ಬಂಟ್ವಾಳ ತಾಲೂಕು ಸಜಿಪ ಮೂಡ ಗ್ರಾಮದ ನಿವಾಸಿ ಯಾಗಿರುವ ನನ್ನ ದಾಖಲೆಗಳಲ್ಲಿ ಹೆಸರು ಬೇರೆ ಬೇರೆಯಾಗಿ ನಮೂದಿಸಲ್ಪಟ್ಟಿದ್ದು, ಇನ್ನು ಮುಂದೆ ಎಲ್ಲಾ ದಾಖಲೆಗಳಲ್ಲಿ ನನ್ನ ಹೆಸರನ್ನು ಒಂದೇ ರೀತಿಯಲ್ಲಿ ಬಳಸುವಂತೆ ಈ ಮೂಲಕ ತಿಳಿಸುತ್ತಿದ್ದೇನೆ. ನನ್ನ ಜನ್ಮ ದಿನಾಂಕ 18-08-1974 ಆಗಿದ್ದು ಎಲ್ಲಾ ದಾಖಲೆಗಳಲ್ಲಿ ಒಂದೇ ರೀತಿಯಲ್ಲಿ ಬಳಸಲು ಕೋರುತ್ತೇನೆ. ಇನ್ನು ಮುಂದೆ ಎಲ್ಲಾ ವ್ಯವಹಾರಗಳಲ್ಲಿ ನನ್ನ ಹೆಸರು ಮತ್ತು ಜನ್ಮ ದಿನಾಂಕವನ್ನು ಮೇಲೆ ತಿಳಿಸಿದಂತೆ ಪರಿಗಣಿಸಬೇಕಾಗಿ ವಿನಂತಿ.: [360, 344, 470, 418]
- notice-parties: Between: Komalakshi & Others ...Plaintiffs And Sunanda & Others ...Defendants: [480, 920, 581, 942]
- tender-ref: No: UK/DUDC/AmrutNagarothanaPhase-4/CR-04/2024-25: [597, 1197, 804, 1205]
- notice-matter: (IN THE MATTER OF THE IMMOVABLE PROPERTY OF MINOR KAUSHIK V. KOTIAN, AGED 11 YEARS): [481, 121, 581, 147]
- tender-notice-yadgir: [592, 868, 938, 1138]
- table-row: [361, 127, 469, 137]
- ad-heading: WANTED: [254, 96, 350, 113]
- rate-label: ಹಳೆ ಕೋಕಾ: [365, 204, 390, 213]
- table-row: ಕಾಳುಮೆಣಸು 310 - 620: [365, 270, 465, 279]
- tender-office: ಜಿಲ್ಲಾ ನಗರಾಭಿವೃದ್ಧಿ ಕೋಶ, ಉತ್ತರ ಕನ್ನಡ, ಕಾರವಾರ - 581 301: [662, 1159, 868, 1169]
- notice-sign: By Order of the Court Sd/- Court of the PRL Senior Civil Judge & ACJM Court Puttur D.K Sd/- Praveen Bambila Dola Advocate Puttur D.K: [592, 581, 694, 621]
- rate-value: 320 - 455: [431, 136, 465, 146]
- minister-name: ಶ್ರೀ ಕೆ.ರಾಜನ್: [277, 1029, 377, 1054]
- ad-dept-1: ಕಂದಾಯ-ಸರ್ವೆ ಭೂದಾಖಲೆ ಇಲಾಖೆ: [337, 1400, 427, 1409]
- survey-dept-logo-icon: [324, 786, 360, 812]
- header-rule: [6, 42, 941, 43]
- list-item: 8) PH 515895 (KAYAMKULAM): [133, 305, 211, 312]
- ad-big-title-1: ರಾಜ್ಯಮಟ್ಟದ: [240, 902, 404, 951]
- rate-label: ಹಳೆ ಸಿಂಗಲ್: [365, 166, 392, 175]
- name-change-date: ದಿನಾಂಕ: 11-02-2025: [360, 421, 414, 429]
- rate-label: ಡಬ್ಬಲ್ ಚೋಲ್: [365, 147, 400, 156]
- rate-label: ಹಳೆ ಉಳ್ಳಿ: [365, 185, 386, 194]
- table-header-row: ನಗರ ಸ್ಥಳೀಯ ಸಂಸ್ಥೆಯ ಹೆಸರು ಇಂಡೆಂಟ್ ನಂಬರ್: [598, 1270, 935, 1280]
- rate-value: 70 - 110: [436, 213, 465, 223]
- tender-indent-table: [597, 1269, 935, 1299]
- logo-ente-bhoomi: ನನ್ನ ಭೂಮಿ: [120, 794, 159, 805]
- print-register-marks: ● ● ● ●: [92, 1446, 132, 1456]
- tender-body: 1) ಕಾಮಗಾರಿಯ ವಿವರ: 1. ಸುರಪುರ ತಾಲೂಕಿನ ಪಂಚ ಕ್ಷೇತ್ರೀಯ ಕಟ್ಟಡ ಹಾಗೂ ರೈತರಿಗೆ ತರಬೇತಿ ಕೋಣೆ ಕಟ್ಟಡ ನಿರ್ಮಾಣ. (CALL-2) 2) ಸುರಪುರ-ಶೇಕ ಅಮ್ಮಾಪುರ ಮಧ್ಯ ರಸ್ತೆ ಯಿಂದ ಬೋಣಿಗಿ ವರೆಗಿನ ಅಭಿವೃದ್ಧಿ ಕಾಮಗಾರಿ. 2) ಲೆಕ್ಕ ಶೀರ್ಷಿಕೆ: 2023-24 ಮತ್ತು 2024-25ನೇ ಸಾಲಿನ ಕೆ.ಕೆ.ಆರ್.ಡಿ.ಬಿ. ಮ್ಯಾಕ್ರೋ ಯೋಜನೆ 3) ಅಂದಾಜು ಮೊತ್ತ: ರೂ. 126.04 ಲಕ್ಷ ಮತ್ತು ರೂ. 135.02 ಲಕ್ಷ 4) ಗುತ್ತಿಗೆದಾರರ ದರ್ಜೆ: 3ನೇ ದರ್ಜೆ ಮೇಲ್ಪಟ್ಟು 5) ಟೆಂಡರ್ ಪ್ರಾರಂಭ ದಿನಾಂಕ: 13.02.2025 ರಿಂದ 21.02.2025 ರ ಸಾಯಂಕಾಲ 4:00 ಗಂಟೆವರೆಗೆ 6) ಟೆಂಡರ್ ತೆರೆಯುವ ದಿನಾಂಕ: 24.02.2025 ಬೆಳಿಗ್ಗೆ 11:00 ಗಂಟೆಗೆ 7) ವಾಣಿಜ್ಯ ಲಕೋಟೆ ತೆರೆಯುವ ದಿನಾಂಕ: 27.02.2025 ರಂದು 11:00 ಗಂಟೆಗೆ. ಹೆಚ್ಚಿನ ಮಾಹಿತಿಗಾಗಿ ಕಾರ್ಯನಿರ್ವಾಹಕ ಅಭಿಯಂತರರ ಕಛೇರಿ ಪಂಚಾಯತ್ ರಾಜ್ ಇಂಜಿನಿಯರಿಂಗ್ ವಿಭಾಗ, ಯಾದಗಿರ. ಅಂತರ್ಜಾಲ ತಾಣ: https://kppp.karnataka.gov.in: [597, 930, 933, 995]
- table-row: [361, 223, 469, 233]
- rate-label: ಆರ್‌ಎಸ್‌ಎಸ್ 4: [365, 288, 403, 297]
- notice-subtitle: PUBLIC NOTICE: [613, 404, 673, 413]
- notice-sign: (By Order of the Court) Sd/- Sheristedar, Court of the Prl. Senior Civil Judge & J.M.F.C Belthangady D.K. Sd/- Sathish Kumar Shivagiri Advocate for Plaintiff: [486, 1245, 576, 1289]
- list-item: ಶ್ರೀ ಕಟೀಲು ಯಕ್ಷಗಾನ ಮೇಳ: [706, 117, 804, 132]
- tender-gov: ಕರ್ನಾಟಕ ಸರ್ಕಾರ: [747, 869, 783, 876]
